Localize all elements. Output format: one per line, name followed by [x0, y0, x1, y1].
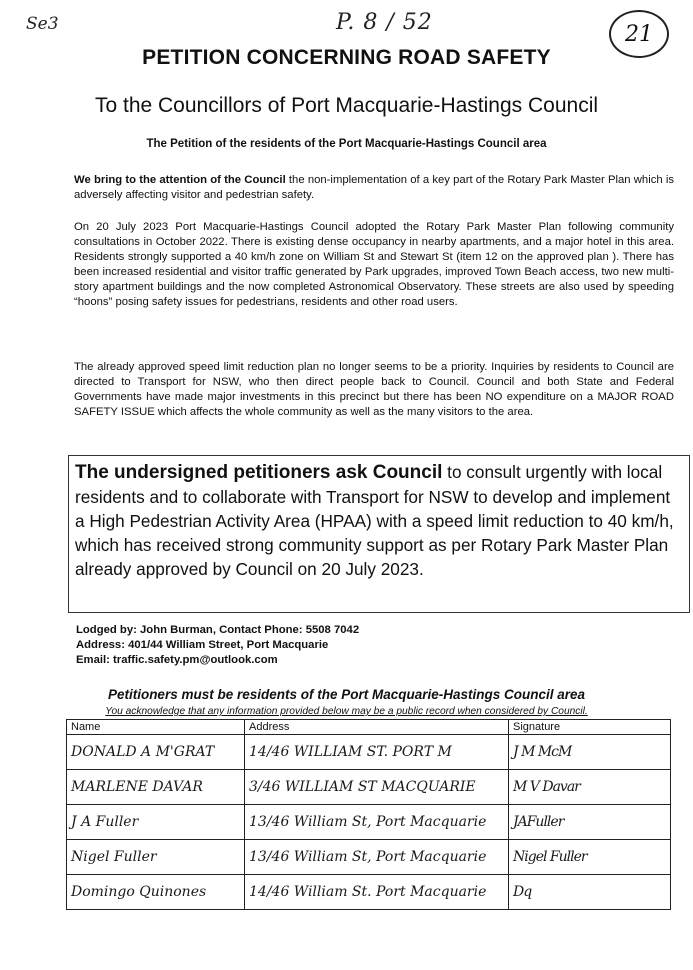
intro-paragraph: [74, 173, 674, 203]
petitioner-name: J A Fuller: [67, 805, 245, 840]
petitioner-name: DONALD A M'GRAT: [67, 735, 245, 770]
lodged-by: Lodged by: John Burman, Contact Phone: 5508 7042: [76, 624, 360, 636]
table-row: [67, 840, 671, 875]
petitioner-name: Domingo Quinones: [67, 875, 245, 910]
table-header-row: [67, 720, 671, 735]
table-row: [67, 735, 671, 770]
contact-email: Email: traffic.safety.pm@outlook.com: [76, 654, 278, 666]
petition-request-box: [68, 455, 690, 613]
background-paragraph: On 20 July 2023 Port Macquarie-Hastings Council adopted the Rotary Park Master Plan following community consultations in October 2022. There is existing dense occupancy in nearby apartments, and a major hotel in this area. Residents strongly supported a 40 km/h zone on William St and Stewart St (item 12 on the approved plan ). There has been increased residential and visitor traffic generated by Park upgrades, improved Town Beach access, two new multi-story apartment buildings and the now completed Astronomical Observatory. These streets are also used by speeding “hoons” posing safety issues for pedestrians, residents and other road users.: [74, 221, 674, 308]
table-row: [67, 875, 671, 910]
petitioner-signature: M V Davar: [509, 770, 671, 805]
signature-table: [66, 719, 671, 910]
issue-paragraph: The already approved speed limit reduction plan no longer seems to be a priority. Inquiries by residents to Council are directed to Transport for NSW, who then direct people back to Council. Council and both State and Federal Governments have made major investments in this precinct but there has been NO expenditure on a MAJOR ROAD SAFETY ISSUE which affects the whole community as well as the many visitors to the area.: [74, 361, 674, 418]
column-header-address: Address: [245, 720, 509, 735]
petitioner-signature: J M McM: [509, 735, 671, 770]
petitioner-signature: Dq: [509, 875, 671, 910]
table-row: [67, 805, 671, 840]
petition-subheading: The Petition of the residents of the Port Macquarie-Hastings Council area: [146, 138, 547, 150]
petitioner-name: Nigel Fuller: [67, 840, 245, 875]
petitioner-address: 13/46 William St, Port Macquarie: [245, 840, 509, 875]
column-header-signature: Signature: [509, 720, 671, 735]
contact-details: [76, 623, 359, 668]
petitioners-heading: Petitioners must be residents of the Port Macquarie-Hastings Council area: [107, 687, 586, 702]
petitioner-address: 14/46 WILLIAM ST. PORT M: [245, 735, 509, 770]
request-text: to consult urgently with local residents and to collaborate with Transport for NSW to develop and implement a High Pedestrian Activity Area (HPAA) with a speed limit reduction to 40 km/h, which has received strong community support as per Rotary Park Master Plan already approved by Council on 20 July 2023.: [75, 462, 674, 579]
intro-lead: We bring to the attention of the Council: [74, 174, 286, 186]
petitioner-signature: JAFuller: [509, 805, 671, 840]
table-row: [67, 770, 671, 805]
contact-address: Address: 401/44 William Street, Port Macquarie: [76, 639, 329, 651]
petitioner-address: 14/46 William St. Port Macquarie: [245, 875, 509, 910]
petitioner-address: 3/46 WILLIAM ST MACQUARIE: [245, 770, 509, 805]
page-title: PETITION CONCERNING ROAD SAFETY: [142, 46, 551, 69]
circled-number: 21: [609, 10, 669, 58]
petitioner-address: 13/46 William St, Port Macquarie: [245, 805, 509, 840]
petitioner-signature: Nigel Fuller: [509, 840, 671, 875]
addressee: To the Councillors of Port Macquarie-Hastings Council: [94, 94, 599, 117]
petitioners-note: You acknowledge that any information provided below may be a public record when considered by Council.: [105, 706, 588, 717]
corner-note: Se3: [26, 14, 59, 34]
intro-rest: the non-implementation of a key part of the Rotary Park Master Plan which is adversely affecting visitor and pedestrian safety.: [74, 174, 674, 201]
page-reference: P. 8 / 52: [336, 10, 433, 35]
request-lead: The undersigned petitioners ask Council: [75, 462, 443, 483]
petitioner-name: MARLENE DAVAR: [67, 770, 245, 805]
column-header-name: Name: [67, 720, 245, 735]
